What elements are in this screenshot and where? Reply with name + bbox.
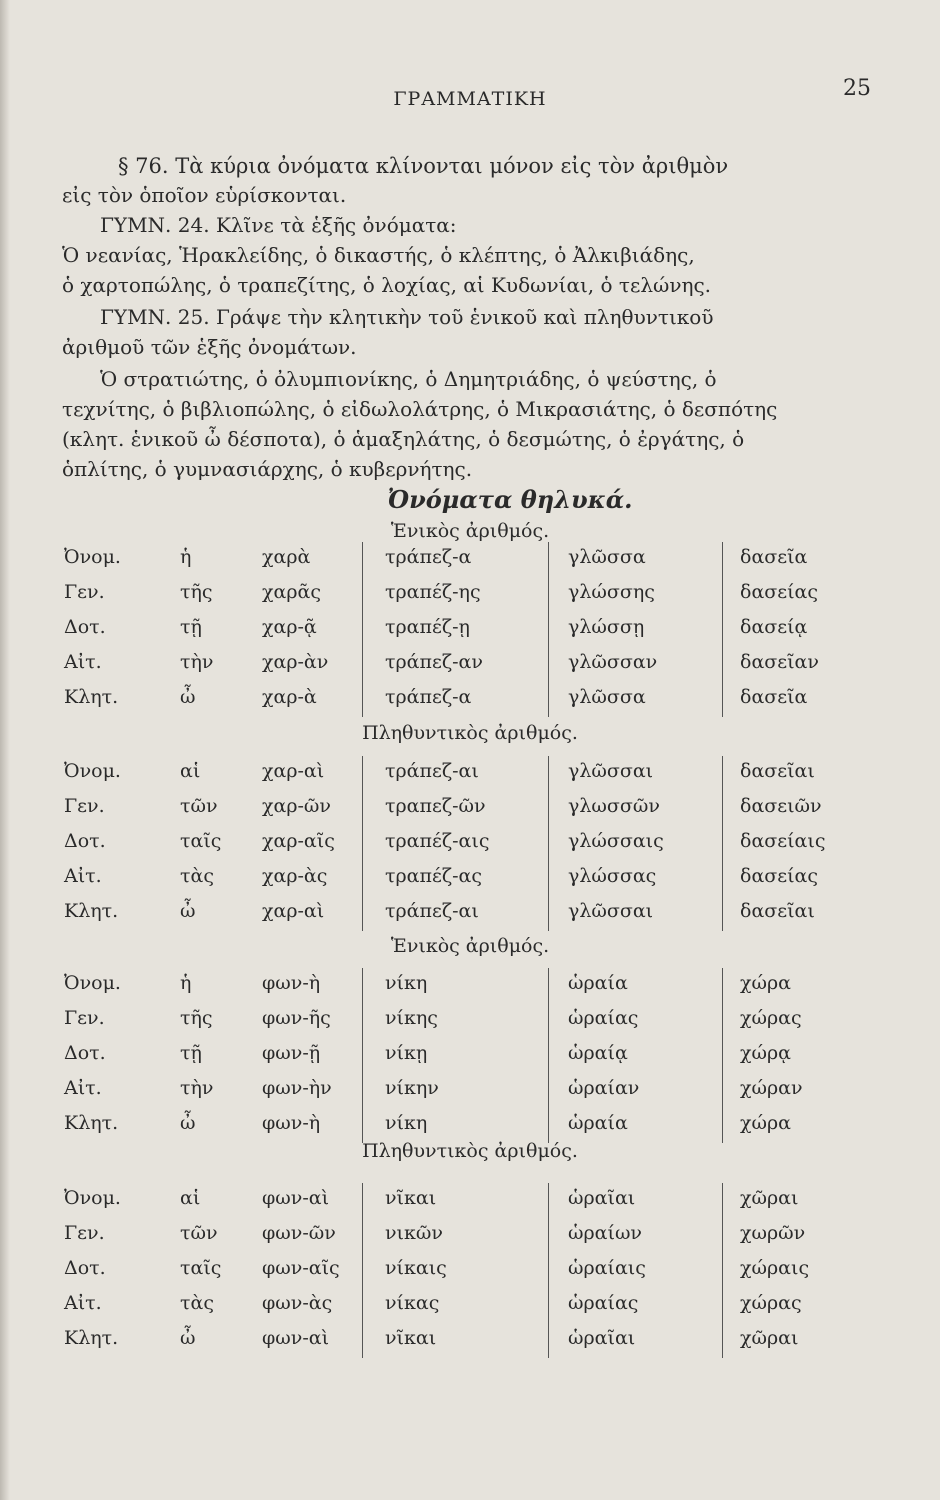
form-4: χῶραι <box>740 1327 799 1349</box>
form-1: χαρὰ <box>262 546 311 568</box>
table-2-column-rule <box>548 756 549 931</box>
form-1: χαρ-αὶ <box>262 760 325 782</box>
article: τὴν <box>180 1077 214 1099</box>
form-4: χώραν <box>740 1077 803 1099</box>
form-3: γλώσσῃ <box>568 616 645 638</box>
case-label: Δοτ. <box>64 616 106 638</box>
form-3: γλῶσσαν <box>568 651 658 673</box>
running-header: ΓΡΑΜΜΑΤΙΚΗ <box>393 88 547 110</box>
case-label: Αἰτ. <box>64 865 102 887</box>
table-2-column-rule <box>722 756 723 931</box>
form-2: τράπεζ-α <box>385 546 472 568</box>
case-label: Κλητ. <box>64 900 119 922</box>
article: τῆς <box>180 581 213 603</box>
table-3-column-rule <box>722 968 723 1143</box>
case-label: Ὀνομ. <box>64 972 121 994</box>
table-2-row <box>0 900 940 930</box>
page-number: 25 <box>843 76 871 101</box>
form-4: χώρας <box>740 1292 802 1314</box>
case-label: Αἰτ. <box>64 1292 102 1314</box>
table-4-column-rule <box>362 1183 363 1358</box>
paragraph-76-line-1: § 76. Τὰ κύρια ὀνόματα κλίνονται μόνον εἰς τὸν ἀριθμὸν <box>118 154 729 178</box>
form-3: ὡραίας <box>568 1007 639 1029</box>
table-2-row <box>0 830 940 860</box>
paragraph-76-line-2: εἰς τὸν ὁποῖον εὑρίσκονται. <box>62 183 347 207</box>
table-4-row <box>0 1327 940 1357</box>
article: αἱ <box>180 1187 201 1209</box>
exercise-25-words-4: ὁπλίτης, ὁ γυμνασιάρχης, ὁ κυβερνήτης. <box>62 457 473 481</box>
form-4: δασείας <box>740 865 819 887</box>
form-2: τραπέζ-ας <box>385 865 483 887</box>
table-4-row <box>0 1222 940 1252</box>
form-3: ὡραῖαι <box>568 1187 636 1209</box>
form-3: γλώσσης <box>568 581 655 603</box>
table-4-row <box>0 1257 940 1287</box>
article: τὰς <box>180 1292 214 1314</box>
form-3: ὡραίᾳ <box>568 1042 628 1064</box>
form-2: τραπέζ-ης <box>385 581 481 603</box>
form-3: ὡραίας <box>568 1292 639 1314</box>
article: ταῖς <box>180 1257 222 1279</box>
form-3: ὡραίαις <box>568 1257 646 1279</box>
form-4: χώρα <box>740 1112 792 1134</box>
case-label: Ὀνομ. <box>64 1187 121 1209</box>
case-label: Αἰτ. <box>64 651 102 673</box>
form-1: χαρ-ᾷ <box>262 616 317 638</box>
form-1: φων-ῶν <box>262 1222 336 1244</box>
form-3: ὡραία <box>568 1112 628 1134</box>
form-1: φων-ὴ <box>262 1112 321 1134</box>
form-4: δασεῖαι <box>740 900 815 922</box>
case-label: Δοτ. <box>64 1042 106 1064</box>
form-2: νίκῃ <box>385 1042 428 1064</box>
table-3-row <box>0 1077 940 1107</box>
form-4: δασείας <box>740 581 819 603</box>
form-4: χωρῶν <box>740 1222 806 1244</box>
article: τῆς <box>180 1007 213 1029</box>
case-label: Κλητ. <box>64 1327 119 1349</box>
article: ταῖς <box>180 830 222 852</box>
form-1: φων-ὰς <box>262 1292 333 1314</box>
form-2: τράπεζ-αν <box>385 651 483 673</box>
form-3: γλωσσῶν <box>568 795 660 817</box>
form-2: τράπεζ-α <box>385 686 472 708</box>
article: ὦ <box>180 900 196 922</box>
form-1: φων-αὶ <box>262 1327 330 1349</box>
table-2-row <box>0 795 940 825</box>
exercise-24-words-2: ὁ χαρτοπώλης, ὁ τραπεζίτης, ὁ λοχίας, αἱ Κυδωνίαι, ὁ τελώνης. <box>62 273 712 297</box>
exercise-25-words-2: τεχνίτης, ὁ βιβλιοπώλης, ὁ εἰδωλολάτρης, ὁ Μικρασιάτης, ὁ δεσπότης <box>62 397 778 421</box>
form-2: νίκαις <box>385 1257 447 1279</box>
form-1: φων-αὶ <box>262 1187 330 1209</box>
article: ὦ <box>180 686 196 708</box>
table-1-row <box>0 651 940 681</box>
form-1: χαρ-ὰς <box>262 865 328 887</box>
exercise-24-words-1: Ὁ νεανίας, Ἡρακλείδης, ὁ δικαστής, ὁ κλέπτης, ὁ Ἀλκιβιάδης, <box>62 243 695 267</box>
form-4: δασεῖαν <box>740 651 819 673</box>
form-2: νίκας <box>385 1292 440 1314</box>
article: αἱ <box>180 760 201 782</box>
form-2: τραπεζ-ῶν <box>385 795 486 817</box>
form-2: νῖκαι <box>385 1327 437 1349</box>
case-label: Ὀνομ. <box>64 546 121 568</box>
table-4-column-rule <box>722 1183 723 1358</box>
table-2-row <box>0 760 940 790</box>
form-2: τραπέζ-ῃ <box>385 616 470 638</box>
table-2-heading: Πληθυντικὸς ἀριθμός. <box>362 722 578 744</box>
form-2: νίκη <box>385 1112 428 1134</box>
form-4: δασεῖα <box>740 686 808 708</box>
article: ὦ <box>180 1112 196 1134</box>
exercise-25-words-1: Ὁ στρατιώτης, ὁ ὀλυμπιονίκης, ὁ Δημητριάδης, ὁ ψεύστης, ὁ <box>100 367 717 391</box>
table-1-row <box>0 686 940 716</box>
table-1-row <box>0 616 940 646</box>
table-1-row <box>0 581 940 611</box>
form-4: δασείᾳ <box>740 616 808 638</box>
form-3: γλώσσας <box>568 865 657 887</box>
article: τῇ <box>180 1042 202 1064</box>
form-1: χαρ-ὰν <box>262 651 329 673</box>
form-4: χώρᾳ <box>740 1042 792 1064</box>
form-4: δασεῖα <box>740 546 808 568</box>
form-3: γλώσσαις <box>568 830 664 852</box>
article: τὴν <box>180 651 214 673</box>
article: ἡ <box>180 546 192 568</box>
form-3: ὡραῖαι <box>568 1327 636 1349</box>
exercise-25-heading: ΓΥΜΝ. 25. Γράψε τὴν κλητικὴν τοῦ ἑνικοῦ καὶ πληθυντικοῦ <box>100 305 714 329</box>
form-2: τράπεζ-αι <box>385 900 479 922</box>
form-1: χαρ-ὰ <box>262 686 317 708</box>
form-1: χαρ-ῶν <box>262 795 331 817</box>
table-4-heading: Πληθυντικὸς ἀριθμός. <box>362 1140 578 1162</box>
article: τῇ <box>180 616 202 638</box>
table-1-column-rule <box>548 542 549 717</box>
form-1: φων-ῆς <box>262 1007 331 1029</box>
table-1-column-rule <box>362 542 363 717</box>
form-2: νικῶν <box>385 1222 443 1244</box>
table-4-row <box>0 1187 940 1217</box>
form-3: γλῶσσαι <box>568 900 654 922</box>
case-label: Γεν. <box>64 795 105 817</box>
form-4: δασειῶν <box>740 795 822 817</box>
case-label: Αἰτ. <box>64 1077 102 1099</box>
table-2-column-rule <box>362 756 363 931</box>
case-label: Γεν. <box>64 581 105 603</box>
form-3: ὡραίαν <box>568 1077 640 1099</box>
form-2: νίκην <box>385 1077 439 1099</box>
section-title: Ὀνόματα θηλυκά. <box>387 485 633 514</box>
case-label: Δοτ. <box>64 830 106 852</box>
table-2-row <box>0 865 940 895</box>
form-3: ὡραία <box>568 972 628 994</box>
form-4: δασεῖαι <box>740 760 815 782</box>
form-3: γλῶσσαι <box>568 760 654 782</box>
form-1: φων-ὴ <box>262 972 321 994</box>
exercise-25-line-2: ἀριθμοῦ τῶν ἑξῆς ὀνομάτων. <box>62 335 357 359</box>
table-4-row <box>0 1292 940 1322</box>
article: τῶν <box>180 795 218 817</box>
table-3-heading: Ἑνικὸς ἀριθμός. <box>390 935 550 957</box>
form-3: γλῶσσα <box>568 546 646 568</box>
exercise-25-words-3: (κλητ. ἑνικοῦ ὦ δέσποτα), ὁ ἁμαξηλάτης, ὁ δεσμώτης, ὁ ἐργάτης, ὁ <box>62 427 745 451</box>
table-3-row <box>0 1112 940 1142</box>
form-4: χώρας <box>740 1007 802 1029</box>
form-1: φων-ὴν <box>262 1077 332 1099</box>
form-2: τραπέζ-αις <box>385 830 490 852</box>
exercise-24-heading: ΓΥΜΝ. 24. Κλῖνε τὰ ἑξῆς ὀνόματα: <box>100 213 457 237</box>
form-3: ὡραίων <box>568 1222 642 1244</box>
case-label: Δοτ. <box>64 1257 106 1279</box>
form-4: χώρα <box>740 972 792 994</box>
form-2: νίκη <box>385 972 428 994</box>
article: ὦ <box>180 1327 196 1349</box>
case-label: Κλητ. <box>64 1112 119 1134</box>
case-label: Γεν. <box>64 1007 105 1029</box>
form-3: γλῶσσα <box>568 686 646 708</box>
table-1-column-rule <box>722 542 723 717</box>
table-3-column-rule <box>548 968 549 1143</box>
table-3-row <box>0 972 940 1002</box>
case-label: Ὀνομ. <box>64 760 121 782</box>
case-label: Γεν. <box>64 1222 105 1244</box>
form-4: χώραις <box>740 1257 810 1279</box>
table-3-row <box>0 1042 940 1072</box>
table-3-row <box>0 1007 940 1037</box>
article: τὰς <box>180 865 214 887</box>
form-1: χαρ-αὶ <box>262 900 325 922</box>
form-2: νίκης <box>385 1007 438 1029</box>
form-4: δασείαις <box>740 830 826 852</box>
article: τῶν <box>180 1222 218 1244</box>
form-4: χῶραι <box>740 1187 799 1209</box>
form-1: φων-ῇ <box>262 1042 321 1064</box>
form-1: φων-αῖς <box>262 1257 340 1279</box>
case-label: Κλητ. <box>64 686 119 708</box>
table-1-heading: Ἑνικὸς ἀριθμός. <box>390 520 550 542</box>
form-1: χαρ-αῖς <box>262 830 335 852</box>
table-3-column-rule <box>362 968 363 1143</box>
form-2: τράπεζ-αι <box>385 760 479 782</box>
form-1: χαρᾶς <box>262 581 321 603</box>
table-1-row <box>0 546 940 576</box>
article: ἡ <box>180 972 192 994</box>
table-4-column-rule <box>548 1183 549 1358</box>
form-2: νῖκαι <box>385 1187 437 1209</box>
